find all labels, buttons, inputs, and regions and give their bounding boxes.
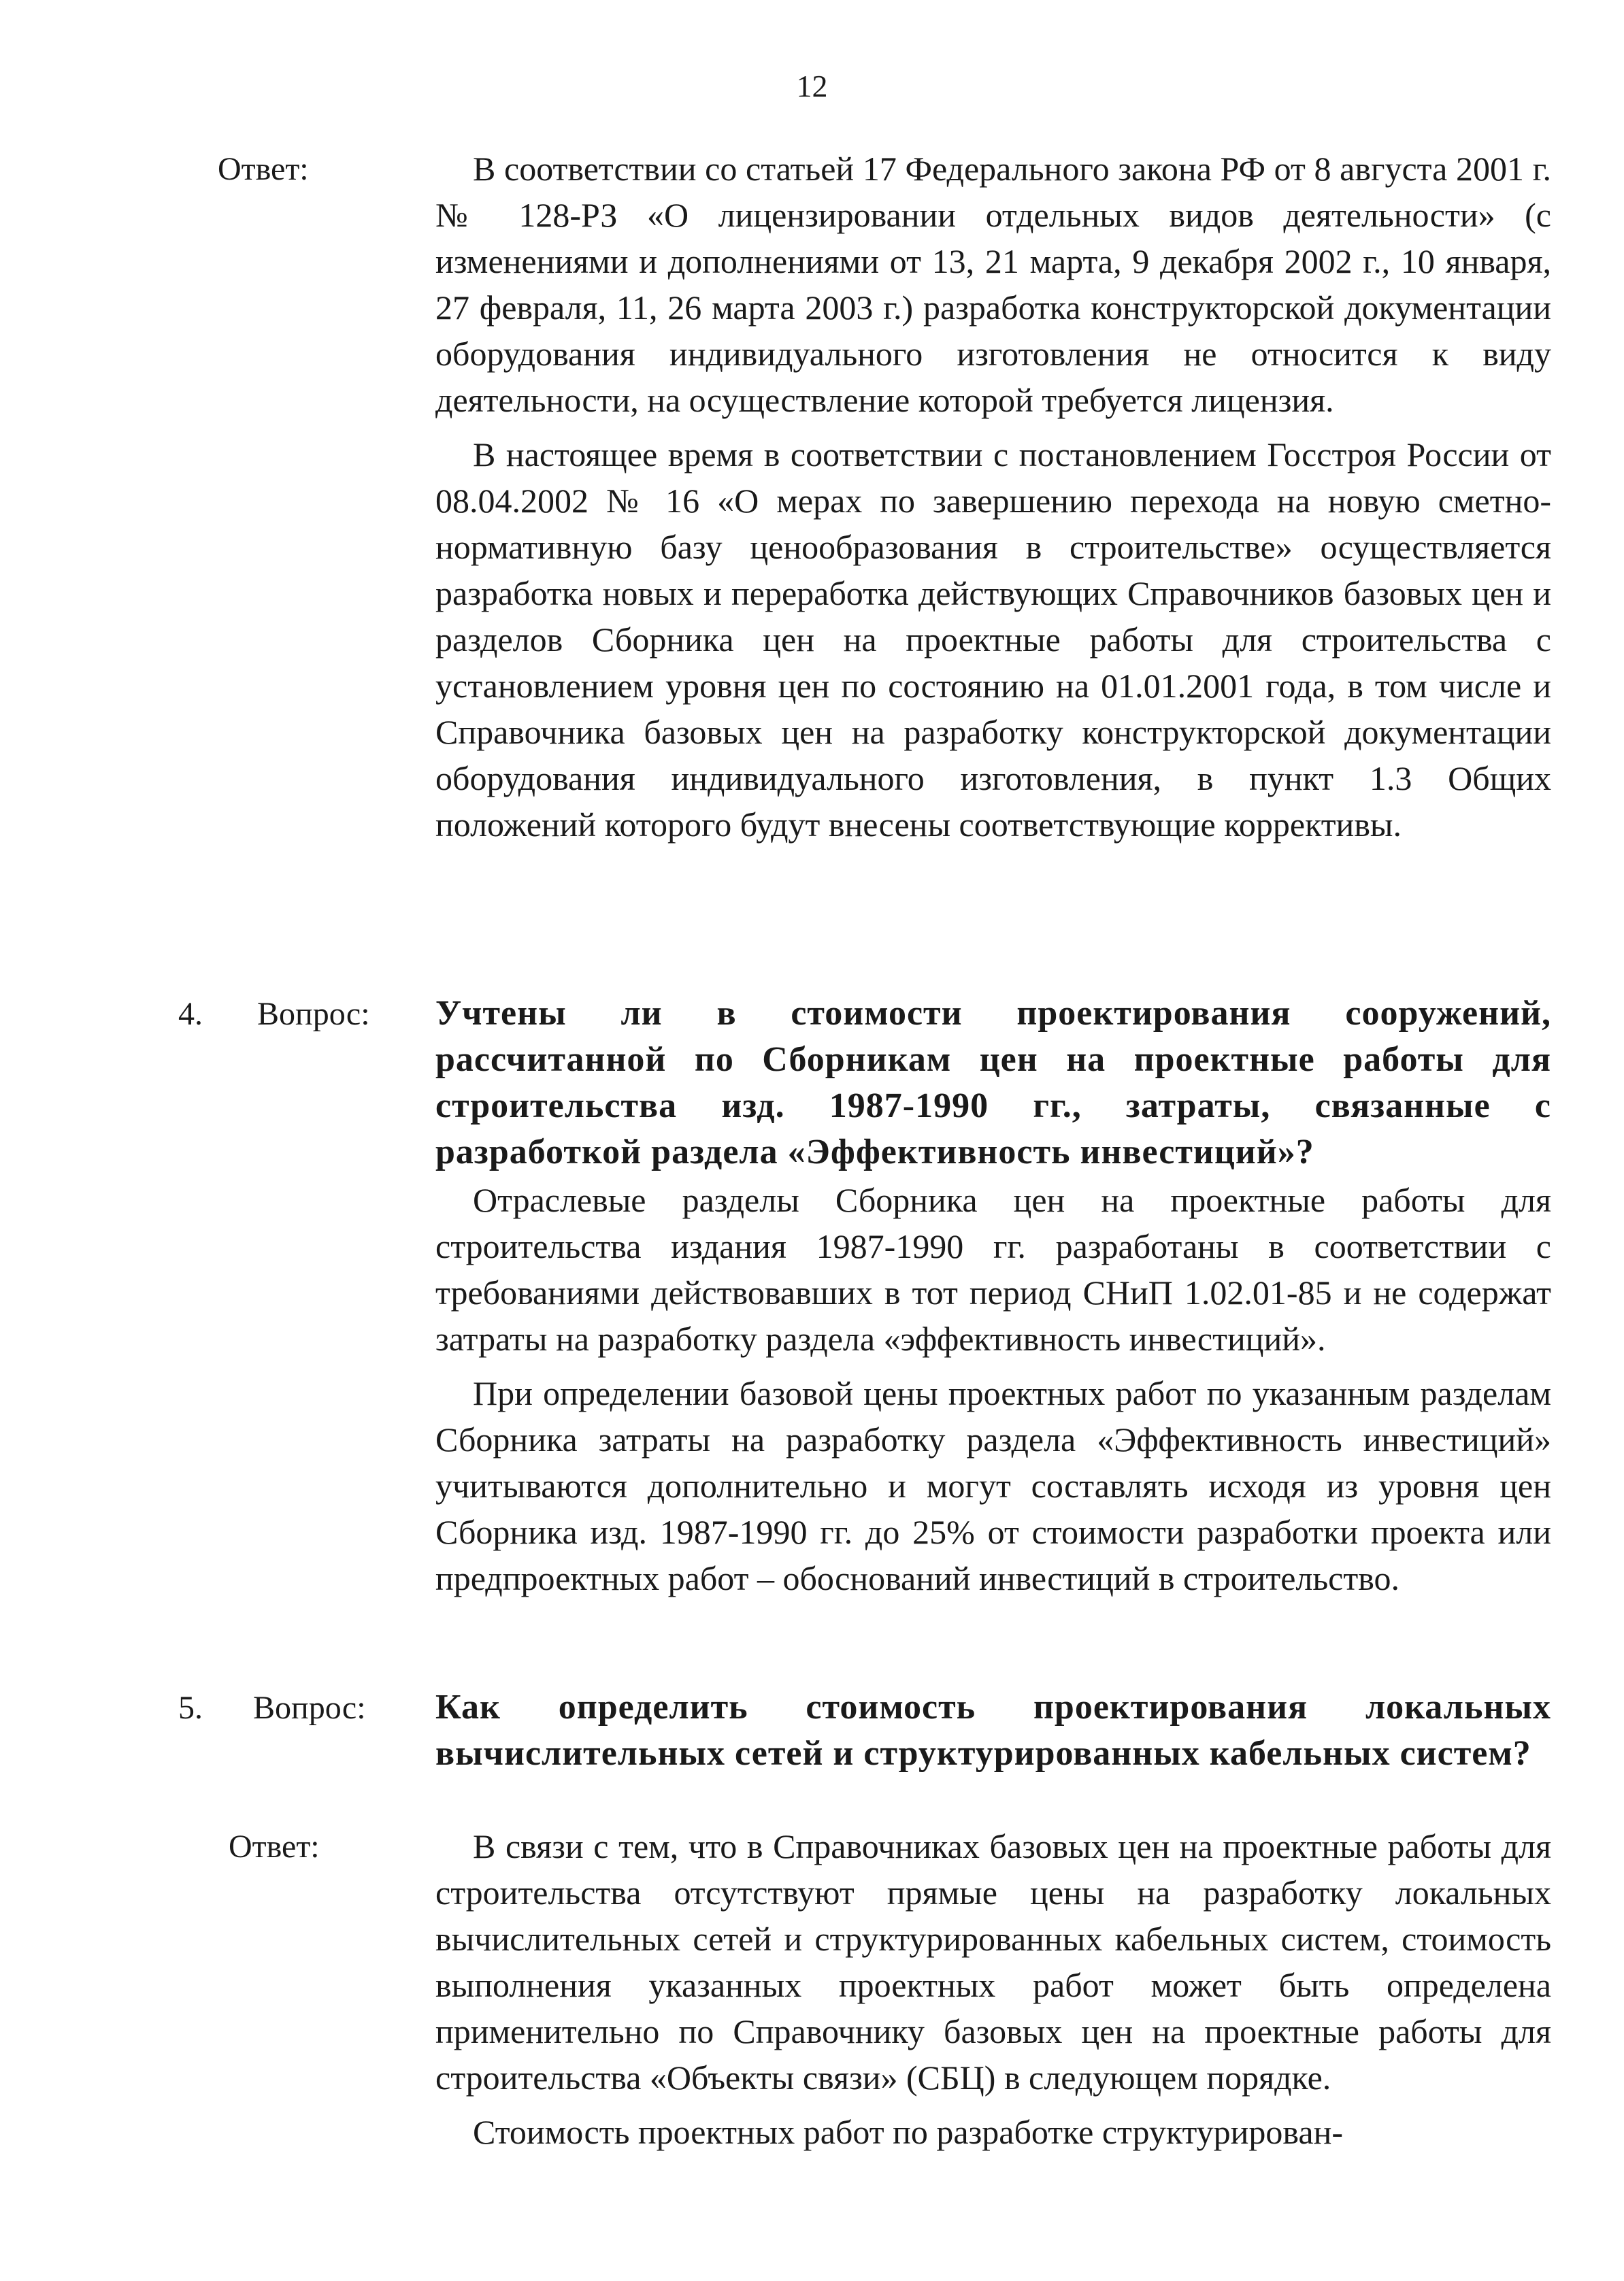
answer-paragraph-1: Отраслевые разделы Сборника цен на проектные работы для строительства издания 1987-1990 гг. разработаны в соответствии с требованиями действовавших в тот период СНиП 1.02.01-85 и не содержат затраты на разработку раздела «эффективность инвестиций».: [435, 1181, 1551, 1358]
answer-paragraph-1: В соответствии со статьей 17 Федерального закона РФ от 8 августа 2001 г. № 128-РЗ «О лицензировании отдельных видов деятельности» (с изменениями и дополнениями от 13, 21 марта, 9 декабря 2002 г., 10 января, 27 февраля, 11, 26 марта 2003 г.) разработка конструкторской документации оборудования индивидуального изготовления не относится к виду деятельности, на осуществление которой требуется лицензия.: [435, 150, 1551, 419]
question-number: 4.: [178, 996, 203, 1032]
answer-paragraph-2: В настоящее время в соответствии с постановлением Госстроя России от 08.04.2002 № 16 «О мерах по завершению перехода на новую сметно-нормативную базу ценообразования в строительстве» осуществляется разработка новых и переработка действующих Справочников базовых цен и разделов Сборника цен на проектные работы для строительства с установлением уровня цен по состоянию на 01.01.2001 года, в том числе и Справочника базовых цен на разработку конструкторской документации оборудования индивидуального изготовления, в пункт 1.3 Общих положений которого будут внесены соответствующие коррективы.: [435, 435, 1551, 844]
question-5-answer: [435, 1823, 1551, 2163]
answer-paragraph-2: При определении базовой цены проектных работ по указанным разделам Сборника затраты на разработку раздела «Эффективность инвестиций» учитываются дополнительно и могут составлять исходя из уровня цен Сборника изд. 1987-1990 гг. до 25% от стоимости разработки проекта или предпроектных работ – обоснований инвестиций в строительство.: [435, 1374, 1551, 1597]
question-label: Вопрос:: [253, 1690, 366, 1726]
question-label: Вопрос:: [257, 996, 370, 1032]
question-text: Учтены ли в стоимости проектирования сооружений, рассчитанной по Сборникам цен на проектные работы для строительства изд. 1987-1990 гг., затраты, связанные с разработкой раздела «Эффективность инвестиций»?: [435, 994, 1551, 1171]
question-4-answer: [435, 1177, 1551, 1610]
answer-paragraph-2: Стоимость проектных работ по разработке структурирован-: [473, 2113, 1343, 2151]
answer-label: Ответ:: [229, 1829, 320, 1865]
question-text: Как определить стоимость проектирования локальных вычислительных сетей и структурированных кабельных систем?: [435, 1688, 1551, 1773]
question-number: 5.: [178, 1690, 203, 1726]
answer-paragraph-1: В связи с тем, что в Справочниках базовых цен на проектные работы для строительства отсутствуют прямые цены на разработку локальных вычислительных сетей и структурированных кабельных систем, стоимость выполнения указанных проектных работ может быть определена применительно по Справочнику базовых цен на проектные работы для строительства «Объекты связи» (СБЦ) в следующем порядке.: [435, 1827, 1551, 2097]
answer-label: Ответ:: [218, 151, 309, 187]
page-number: 12: [796, 69, 828, 103]
answer-text: [435, 146, 1551, 856]
